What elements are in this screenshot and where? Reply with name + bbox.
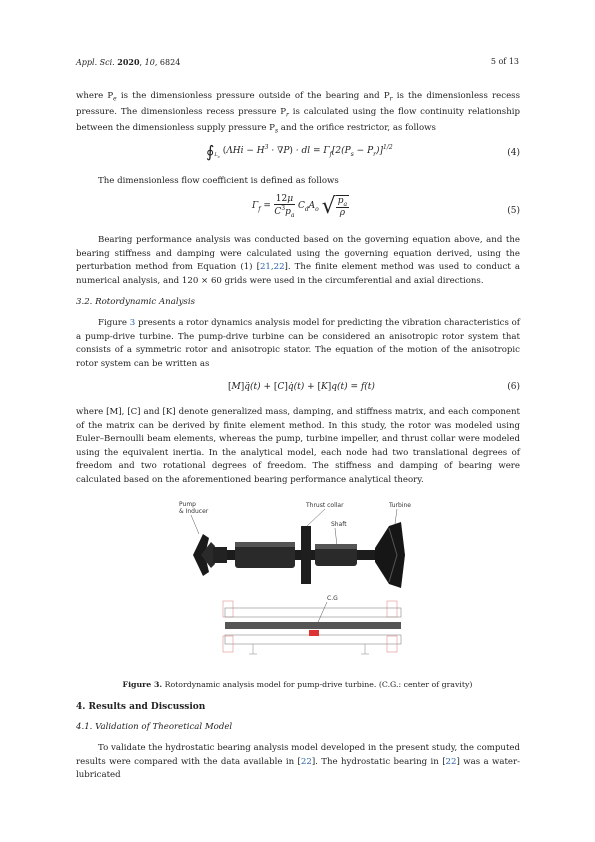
label-turbine: Turbine <box>389 502 411 509</box>
page-number: 5 of 13 <box>490 57 519 66</box>
label-thrust-collar: Thrust collar <box>306 502 344 509</box>
journal-name: Appl. Sci. <box>76 58 115 67</box>
equation-5-number: (5) <box>507 206 520 216</box>
equation-5-body: $\Gamma_f$ = $\frac{12\mu}{C^3p_a}$ $C_dA_o$ √ $\frac{p_a}{\rho}$ <box>252 194 348 219</box>
p1-text-d: is calculated using the flow continuity relationship between the dimensionless supply pressure P <box>76 107 521 134</box>
p6-text-c: ] was a water-lubricated <box>76 756 520 780</box>
p4-text-b: presents a rotor dynamics analysis model for predicting the vibration characteristics of a pump-drive turbine. The pump-drive turbine can be considered an anisotropic rotor system that consists of a symmetric rotor and anisotropic stator. The equation of the motion of the anisotropic rotor system can be written as <box>76 318 520 369</box>
paragraph-flow-coefficient: The dimensionless flow coefficient is defined as follows <box>98 176 339 186</box>
finite-element-model <box>223 601 401 654</box>
label-cg: C.G <box>327 595 338 602</box>
citation-link[interactable]: 22 <box>445 756 457 767</box>
p1-text-e: and the orifice restrictor, as follows <box>278 123 436 134</box>
section-heading-4-1: 4.1. Validation of Theoretical Model <box>76 722 233 732</box>
figure-3-rotor-model <box>175 498 421 660</box>
figure-link[interactable]: 3 <box>129 318 136 328</box>
citation-link[interactable]: 21,22 <box>259 262 285 272</box>
p1-text-c: is the dimensionless recess pressure. The dimensionless recess pressure P <box>76 91 520 118</box>
section-heading-3-2: 3.2. Rotordynamic Analysis <box>76 297 196 307</box>
equation-4 <box>76 140 520 170</box>
p3-text-b: ]. The finite element method was used to conduct a numerical analysis, and 120 × 60 grids were used in the circumferential and axial directions. <box>76 262 520 286</box>
p1-text-b: is the dimensionless pressure outside of the bearing and P <box>116 91 390 101</box>
section-heading-4: 4. Results and Discussion <box>76 702 206 712</box>
p1-text-a: where P <box>76 91 114 101</box>
equation-6-body: [M]q̈(t) + [C]q̇(t) + [K]q(t) = f(t) <box>228 382 375 392</box>
p6-text-b: ]. The hydrostatic bearing in [ <box>311 756 446 767</box>
figure-3-caption <box>0 680 595 689</box>
caption-label: Figure 3. <box>122 680 163 689</box>
journal-volume: 10 <box>144 58 155 67</box>
caption-text: Rotordynamic analysis model for pump-drive turbine. (C.G.: center of gravity) <box>164 680 473 689</box>
label-shaft: Shaft <box>331 521 347 528</box>
running-header-left: Appl. Sci. 2020, 10, 6824 <box>76 57 181 67</box>
label-pump: Pump <box>179 501 196 508</box>
article-number: 6824 <box>159 58 181 67</box>
equation-5 <box>76 194 520 230</box>
p3-text-a: Bearing performance analysis was conducted based on the governing equation above, and the bearing stiffness and damping were calculated using the governing equation derived, using the perturbation method from Equation (1) [ <box>76 235 520 272</box>
p6-text-a: To validate the hydrostatic bearing analysis model developed in the present study, the computed results were compared with the data available in [ <box>76 743 520 767</box>
citation-link[interactable]: 22 <box>300 756 312 767</box>
paragraph-bearing-performance <box>76 234 520 288</box>
equation-4-number: (4) <box>507 148 520 158</box>
paragraph-matrices: where [M], [C] and [K] denote generalized mass, damping, and stiffness matrix, and each component of the matrix can be derived by finite element method. In this study, the rotor was modeled using Euler–Bernoulli beam elements, whereas the pump, turbine impeller, and thrust collar were modeled using the equivalent inertia. In the analytical model, each node had two translational degrees of freedom and two rotational degrees of freedom. The stiffness and damping of bearing were calculated based on the aforementioned bearing performance analytical theory. <box>76 407 520 485</box>
paragraph-rotor-model <box>76 317 520 371</box>
equation-6-number: (6) <box>507 382 520 392</box>
equation-4-body: $∮_{L_c}$ $(\Lambda Hi - H^3 \cdot \nabla P)$ · dl = $\Gamma_f[2(P_s - P_r)]^{1/2}$ <box>206 142 393 161</box>
paragraph-pressure: where $P_e$ is the dimensionless pressure outside of the bearing and $P_r$ is the dimensionless recess pressure. The dimensionless recess pressure $P_r$ is calculated using the flow continuity relationship between the dimensionless supply pressure $P_s$ and the orifice restrictor, as follows <box>76 91 521 136</box>
journal-year: 2020 <box>117 57 140 67</box>
p4-text-a: Figure <box>98 318 130 328</box>
paragraph-validation <box>76 742 520 783</box>
equation-6 <box>76 382 520 398</box>
thrust-collar-shape <box>301 526 311 584</box>
label-inducer: & Inducer <box>179 508 209 515</box>
rotor-model-drawing <box>175 498 421 660</box>
